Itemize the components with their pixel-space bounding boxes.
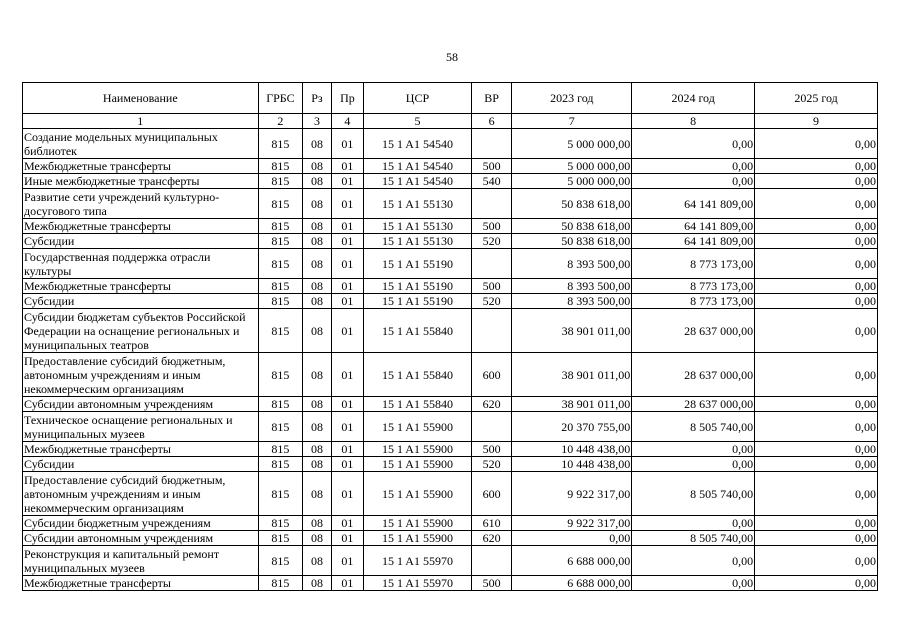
row-name: Иные межбюджетные трансферты xyxy=(23,174,259,189)
amount-2023: 38 901 011,00 xyxy=(512,309,632,353)
row-name: Субсидии автономным учреждениям xyxy=(23,397,259,412)
pr-cell: 01 xyxy=(331,442,363,457)
csr-cell: 15 1 A1 55130 xyxy=(364,234,472,249)
row-name: Субсидии xyxy=(23,234,259,249)
header-csr: ЦСР xyxy=(364,83,472,114)
amount-2023: 38 901 011,00 xyxy=(512,397,632,412)
table-row xyxy=(23,309,878,353)
pr-cell: 01 xyxy=(331,174,363,189)
table-header-row xyxy=(23,83,878,114)
table-row xyxy=(23,219,878,234)
grbs-cell: 815 xyxy=(258,219,303,234)
pr-cell: 01 xyxy=(331,219,363,234)
amount-2023: 10 448 438,00 xyxy=(512,442,632,457)
vr-cell: 520 xyxy=(471,457,512,472)
column-number-row xyxy=(23,114,878,129)
column-number: 2 xyxy=(258,114,303,129)
vr-cell: 520 xyxy=(471,234,512,249)
table-row xyxy=(23,516,878,531)
row-name: Субсидии бюджетам субъектов Российской Федерации на оснащение региональных и муниципальных театров xyxy=(23,309,259,353)
header-2024: 2024 год xyxy=(632,83,755,114)
table-row xyxy=(23,234,878,249)
amount-2024: 0,00 xyxy=(632,516,755,531)
csr-cell: 15 1 A1 55900 xyxy=(364,412,472,442)
rz-cell: 08 xyxy=(303,309,331,353)
row-name: Создание модельных муниципальных библиотек xyxy=(23,129,259,159)
amount-2023: 5 000 000,00 xyxy=(512,174,632,189)
row-name: Межбюджетные трансферты xyxy=(23,576,259,591)
row-name: Субсидии xyxy=(23,294,259,309)
amount-2025: 0,00 xyxy=(755,309,878,353)
amount-2023: 9 922 317,00 xyxy=(512,516,632,531)
rz-cell: 08 xyxy=(303,159,331,174)
row-name: Реконструкция и капитальный ремонт муниципальных музеев xyxy=(23,546,259,576)
column-number: 7 xyxy=(512,114,632,129)
amount-2023: 50 838 618,00 xyxy=(512,234,632,249)
grbs-cell: 815 xyxy=(258,397,303,412)
pr-cell: 01 xyxy=(331,159,363,174)
table-row xyxy=(23,472,878,516)
vr-cell: 540 xyxy=(471,174,512,189)
table-row xyxy=(23,189,878,219)
amount-2024: 0,00 xyxy=(632,546,755,576)
grbs-cell: 815 xyxy=(258,457,303,472)
table-row xyxy=(23,294,878,309)
amount-2025: 0,00 xyxy=(755,546,878,576)
amount-2025: 0,00 xyxy=(755,353,878,397)
row-name: Государственная поддержка отрасли культуры xyxy=(23,249,259,279)
vr-cell: 500 xyxy=(471,219,512,234)
header-2025: 2025 год xyxy=(755,83,878,114)
pr-cell: 01 xyxy=(331,576,363,591)
rz-cell: 08 xyxy=(303,442,331,457)
grbs-cell: 815 xyxy=(258,576,303,591)
table-row xyxy=(23,442,878,457)
rz-cell: 08 xyxy=(303,174,331,189)
grbs-cell: 815 xyxy=(258,442,303,457)
column-number: 8 xyxy=(632,114,755,129)
csr-cell: 15 1 A1 55190 xyxy=(364,249,472,279)
table-row xyxy=(23,397,878,412)
table-row xyxy=(23,174,878,189)
table-row xyxy=(23,576,878,591)
vr-cell: 620 xyxy=(471,397,512,412)
csr-cell: 15 1 A1 55900 xyxy=(364,442,472,457)
rz-cell: 08 xyxy=(303,129,331,159)
grbs-cell: 815 xyxy=(258,353,303,397)
row-name: Субсидии бюджетным учреждениям xyxy=(23,516,259,531)
vr-cell xyxy=(471,249,512,279)
rz-cell: 08 xyxy=(303,546,331,576)
amount-2024: 0,00 xyxy=(632,576,755,591)
csr-cell: 15 1 A1 54540 xyxy=(364,159,472,174)
vr-cell: 600 xyxy=(471,472,512,516)
rz-cell: 08 xyxy=(303,397,331,412)
row-name: Межбюджетные трансферты xyxy=(23,442,259,457)
rz-cell: 08 xyxy=(303,457,331,472)
pr-cell: 01 xyxy=(331,279,363,294)
amount-2024: 28 637 000,00 xyxy=(632,353,755,397)
pr-cell: 01 xyxy=(331,309,363,353)
vr-cell xyxy=(471,309,512,353)
csr-cell: 15 1 A1 54540 xyxy=(364,174,472,189)
csr-cell: 15 1 A1 55130 xyxy=(364,219,472,234)
table-body xyxy=(23,129,878,591)
amount-2024: 0,00 xyxy=(632,442,755,457)
row-name: Техническое оснащение региональных и муниципальных музеев xyxy=(23,412,259,442)
csr-cell: 15 1 A1 55900 xyxy=(364,531,472,546)
grbs-cell: 815 xyxy=(258,412,303,442)
vr-cell xyxy=(471,546,512,576)
csr-cell: 15 1 A1 55970 xyxy=(364,546,472,576)
csr-cell: 15 1 A1 55900 xyxy=(364,457,472,472)
header-2023: 2023 год xyxy=(512,83,632,114)
rz-cell: 08 xyxy=(303,234,331,249)
amount-2025: 0,00 xyxy=(755,219,878,234)
grbs-cell: 815 xyxy=(258,159,303,174)
row-name: Субсидии автономным учреждениям xyxy=(23,531,259,546)
column-number: 3 xyxy=(303,114,331,129)
grbs-cell: 815 xyxy=(258,129,303,159)
amount-2025: 0,00 xyxy=(755,279,878,294)
table-row xyxy=(23,457,878,472)
page-number: 58 xyxy=(446,50,458,64)
amount-2023: 50 838 618,00 xyxy=(512,219,632,234)
amount-2025: 0,00 xyxy=(755,174,878,189)
amount-2024: 8 505 740,00 xyxy=(632,472,755,516)
pr-cell: 01 xyxy=(331,412,363,442)
csr-cell: 15 1 A1 55840 xyxy=(364,397,472,412)
pr-cell: 01 xyxy=(331,457,363,472)
amount-2024: 28 637 000,00 xyxy=(632,397,755,412)
amount-2025: 0,00 xyxy=(755,249,878,279)
header-vr: ВР xyxy=(471,83,512,114)
amount-2023: 8 393 500,00 xyxy=(512,279,632,294)
pr-cell: 01 xyxy=(331,516,363,531)
grbs-cell: 815 xyxy=(258,531,303,546)
rz-cell: 08 xyxy=(303,516,331,531)
grbs-cell: 815 xyxy=(258,234,303,249)
amount-2025: 0,00 xyxy=(755,472,878,516)
vr-cell: 500 xyxy=(471,279,512,294)
rz-cell: 08 xyxy=(303,472,331,516)
amount-2024: 64 141 809,00 xyxy=(632,219,755,234)
csr-cell: 15 1 A1 55900 xyxy=(364,516,472,531)
row-name: Межбюджетные трансферты xyxy=(23,159,259,174)
row-name: Предоставление субсидий бюджетным, автономным учреждениям и иным некоммерческим организациям xyxy=(23,472,259,516)
amount-2023: 20 370 755,00 xyxy=(512,412,632,442)
grbs-cell: 815 xyxy=(258,472,303,516)
row-name: Межбюджетные трансферты xyxy=(23,219,259,234)
table-row xyxy=(23,531,878,546)
vr-cell: 500 xyxy=(471,576,512,591)
amount-2023: 8 393 500,00 xyxy=(512,249,632,279)
grbs-cell: 815 xyxy=(258,249,303,279)
table-row xyxy=(23,159,878,174)
amount-2025: 0,00 xyxy=(755,234,878,249)
row-name: Предоставление субсидий бюджетным, автономным учреждениям и иным некоммерческим организациям xyxy=(23,353,259,397)
amount-2024: 8 773 173,00 xyxy=(632,249,755,279)
grbs-cell: 815 xyxy=(258,546,303,576)
amount-2025: 0,00 xyxy=(755,412,878,442)
grbs-cell: 815 xyxy=(258,294,303,309)
amount-2025: 0,00 xyxy=(755,531,878,546)
pr-cell: 01 xyxy=(331,546,363,576)
vr-cell xyxy=(471,129,512,159)
table-row xyxy=(23,353,878,397)
rz-cell: 08 xyxy=(303,576,331,591)
amount-2023: 6 688 000,00 xyxy=(512,576,632,591)
rz-cell: 08 xyxy=(303,189,331,219)
amount-2024: 64 141 809,00 xyxy=(632,234,755,249)
amount-2024: 0,00 xyxy=(632,457,755,472)
table-row xyxy=(23,546,878,576)
pr-cell: 01 xyxy=(331,472,363,516)
amount-2024: 0,00 xyxy=(632,159,755,174)
amount-2023: 5 000 000,00 xyxy=(512,129,632,159)
pr-cell: 01 xyxy=(331,397,363,412)
amount-2023: 38 901 011,00 xyxy=(512,353,632,397)
csr-cell: 15 1 A1 55840 xyxy=(364,353,472,397)
pr-cell: 01 xyxy=(331,249,363,279)
amount-2025: 0,00 xyxy=(755,189,878,219)
amount-2023: 9 922 317,00 xyxy=(512,472,632,516)
grbs-cell: 815 xyxy=(258,309,303,353)
csr-cell: 15 1 A1 55190 xyxy=(364,294,472,309)
amount-2025: 0,00 xyxy=(755,442,878,457)
header-rz: Рз xyxy=(303,83,331,114)
amount-2025: 0,00 xyxy=(755,294,878,309)
csr-cell: 15 1 A1 55840 xyxy=(364,309,472,353)
grbs-cell: 815 xyxy=(258,189,303,219)
row-name: Развитие сети учреждений культурно-досугового типа xyxy=(23,189,259,219)
rz-cell: 08 xyxy=(303,294,331,309)
grbs-cell: 815 xyxy=(258,516,303,531)
amount-2023: 6 688 000,00 xyxy=(512,546,632,576)
amount-2024: 64 141 809,00 xyxy=(632,189,755,219)
csr-cell: 15 1 A1 55970 xyxy=(364,576,472,591)
csr-cell: 15 1 A1 55130 xyxy=(364,189,472,219)
amount-2025: 0,00 xyxy=(755,397,878,412)
amount-2024: 8 773 173,00 xyxy=(632,279,755,294)
pr-cell: 01 xyxy=(331,189,363,219)
amount-2023: 0,00 xyxy=(512,531,632,546)
rz-cell: 08 xyxy=(303,353,331,397)
rz-cell: 08 xyxy=(303,219,331,234)
vr-cell xyxy=(471,189,512,219)
vr-cell: 500 xyxy=(471,159,512,174)
amount-2025: 0,00 xyxy=(755,159,878,174)
vr-cell: 610 xyxy=(471,516,512,531)
amount-2024: 28 637 000,00 xyxy=(632,309,755,353)
amount-2024: 8 505 740,00 xyxy=(632,531,755,546)
amount-2025: 0,00 xyxy=(755,457,878,472)
vr-cell: 500 xyxy=(471,442,512,457)
column-number: 5 xyxy=(364,114,472,129)
pr-cell: 01 xyxy=(331,129,363,159)
amount-2023: 50 838 618,00 xyxy=(512,189,632,219)
grbs-cell: 815 xyxy=(258,279,303,294)
column-number: 4 xyxy=(331,114,363,129)
table-row xyxy=(23,412,878,442)
amount-2023: 5 000 000,00 xyxy=(512,159,632,174)
pr-cell: 01 xyxy=(331,234,363,249)
column-number: 1 xyxy=(23,114,259,129)
csr-cell: 15 1 A1 54540 xyxy=(364,129,472,159)
vr-cell: 620 xyxy=(471,531,512,546)
table-row xyxy=(23,279,878,294)
header-name: Наименование xyxy=(23,83,259,114)
vr-cell: 600 xyxy=(471,353,512,397)
table-row xyxy=(23,129,878,159)
amount-2023: 8 393 500,00 xyxy=(512,294,632,309)
amount-2024: 8 505 740,00 xyxy=(632,412,755,442)
rz-cell: 08 xyxy=(303,249,331,279)
grbs-cell: 815 xyxy=(258,174,303,189)
column-number: 9 xyxy=(755,114,878,129)
rz-cell: 08 xyxy=(303,279,331,294)
header-pr: Пр xyxy=(331,83,363,114)
pr-cell: 01 xyxy=(331,294,363,309)
column-number: 6 xyxy=(471,114,512,129)
csr-cell: 15 1 A1 55190 xyxy=(364,279,472,294)
amount-2024: 8 773 173,00 xyxy=(632,294,755,309)
amount-2025: 0,00 xyxy=(755,129,878,159)
rz-cell: 08 xyxy=(303,412,331,442)
vr-cell xyxy=(471,412,512,442)
pr-cell: 01 xyxy=(331,531,363,546)
csr-cell: 15 1 A1 55900 xyxy=(364,472,472,516)
amount-2023: 10 448 438,00 xyxy=(512,457,632,472)
rz-cell: 08 xyxy=(303,531,331,546)
vr-cell: 520 xyxy=(471,294,512,309)
table-row xyxy=(23,249,878,279)
amount-2024: 0,00 xyxy=(632,174,755,189)
header-grbs: ГРБС xyxy=(258,83,303,114)
amount-2025: 0,00 xyxy=(755,576,878,591)
pr-cell: 01 xyxy=(331,353,363,397)
row-name: Межбюджетные трансферты xyxy=(23,279,259,294)
budget-table xyxy=(22,82,878,591)
amount-2024: 0,00 xyxy=(632,129,755,159)
amount-2025: 0,00 xyxy=(755,516,878,531)
row-name: Субсидии xyxy=(23,457,259,472)
